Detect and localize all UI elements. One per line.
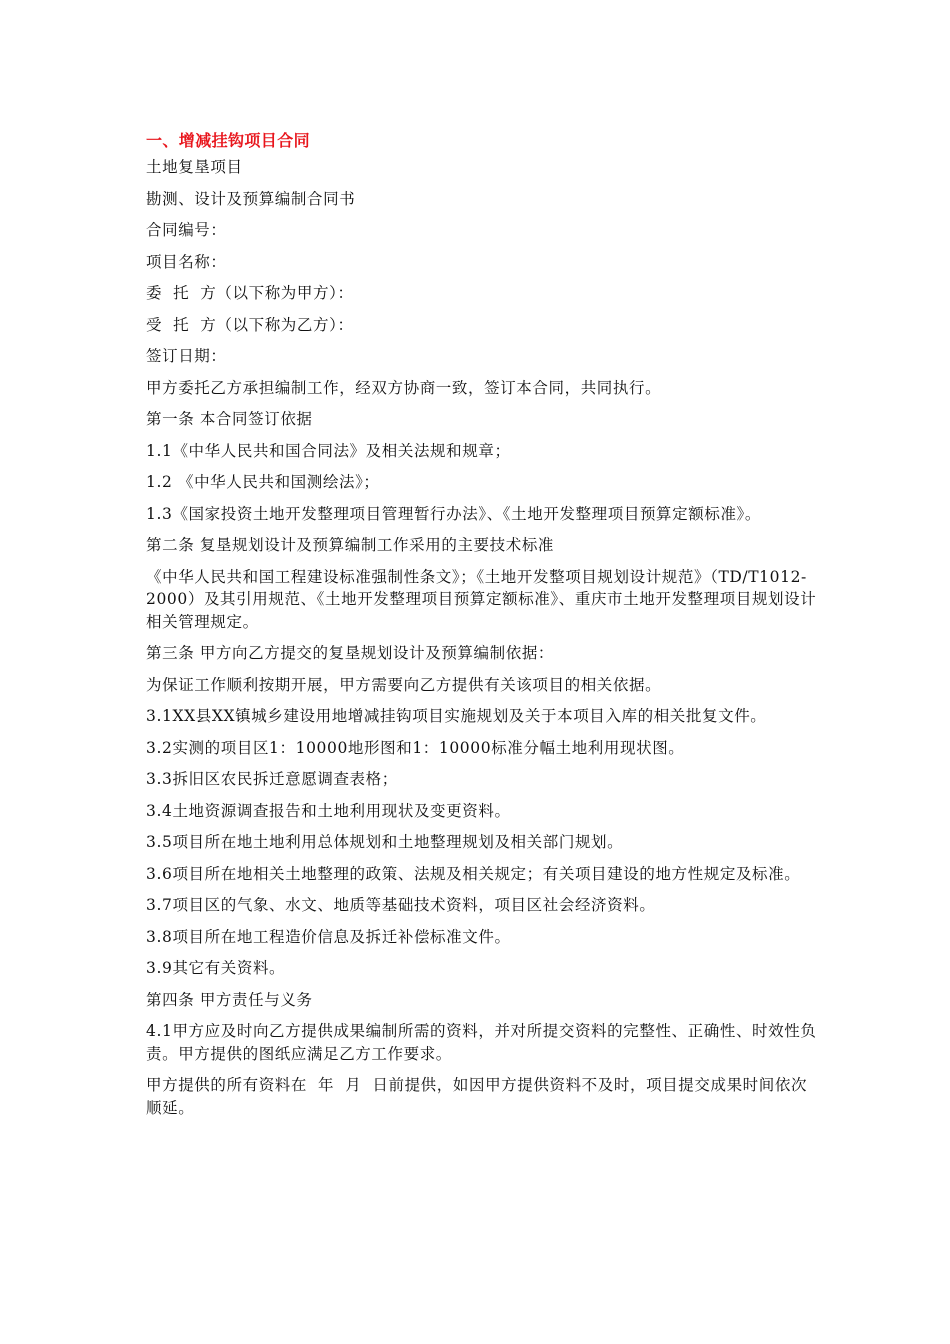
paragraph: 合同编号：: [146, 221, 227, 239]
paragraph: 勘测、设计及预算编制合同书: [146, 189, 356, 208]
paragraph: 甲方提供的所有资料在 年 月 日前提供，如因甲方提供资料不及时，项目提交成果时间依次顺延。: [146, 1076, 808, 1117]
document-heading: 一、增减挂钩项目合同: [146, 131, 311, 150]
paragraph: 项目名称：: [146, 252, 227, 271]
paragraph: 1.1《中华人民共和国合同法》及相关法规和规章；: [146, 441, 511, 460]
paragraph: 3.6项目所在地相关土地整理的政策、法规及相关规定；有关项目建设的地方性规定及标准。: [146, 864, 801, 883]
paragraph: 为保证工作顺利按期开展，甲方需要向乙方提供有关该项目的相关依据。: [146, 675, 662, 694]
paragraph: 3.3拆旧区农民拆迁意愿调查表格；: [146, 770, 398, 788]
paragraph: 受 托 方（以下称为乙方）：: [146, 315, 354, 334]
paragraph: 3.9其它有关资料。: [146, 959, 286, 977]
paragraph: 3.5项目所在地土地利用总体规划和土地整理规划及相关部门规划。: [146, 833, 624, 851]
paragraph: 3.4土地资源调查报告和土地利用现状及变更资料。: [146, 801, 511, 820]
paragraph: 第二条 复垦规划设计及预算编制工作采用的主要技术标准: [146, 536, 555, 554]
paragraph: 《中华人民共和国工程建设标准强制性条文》；《土地开发整项目规划设计规范》（TD/T1012-2000）及其引用规范、《土地开发整理项目预算定额标准》、重庆市土地开发整理项目规划设计相关管理规定。: [146, 567, 817, 631]
paragraph: 3.2实测的项目区1：10000地形图和1：10000标准分幅土地利用现状图。: [146, 738, 685, 757]
paragraph: 3.8项目所在地工程造价信息及拆迁补偿标准文件。: [146, 927, 511, 946]
paragraph: 土地复垦项目: [146, 158, 243, 176]
paragraph: 1.2 《中华人民共和国测绘法》；: [146, 473, 380, 491]
paragraph: 3.1XX县XX镇城乡建设用地增减挂钩项目实施规划及关于本项目入库的相关批复文件。: [146, 707, 767, 725]
paragraph: 第一条 本合同签订依据: [146, 410, 313, 428]
paragraph: 3.7项目区的气象、水文、地质等基础技术资料，项目区社会经济资料。: [146, 896, 656, 914]
paragraph: 第三条 甲方向乙方提交的复垦规划设计及预算编制依据：: [146, 644, 555, 662]
paragraph: 签订日期：: [146, 347, 227, 365]
paragraph: 第四条 甲方责任与义务: [146, 990, 313, 1009]
paragraph: 4.1甲方应及时向乙方提供成果编制所需的资料，并对所提交资料的完整性、正确性、时效性负责。甲方提供的图纸应满足乙方工作要求。: [146, 1022, 817, 1063]
paragraph: 甲方委托乙方承担编制工作，经双方协商一致，签订本合同，共同执行。: [146, 378, 662, 397]
paragraph: 1.3《国家投资土地开发整理项目管理暂行办法》、《土地开发整理项目预算定额标准》。: [146, 504, 762, 523]
document-page: [146, 126, 818, 1128]
paragraph: 委 托 方（以下称为甲方）：: [146, 284, 354, 302]
